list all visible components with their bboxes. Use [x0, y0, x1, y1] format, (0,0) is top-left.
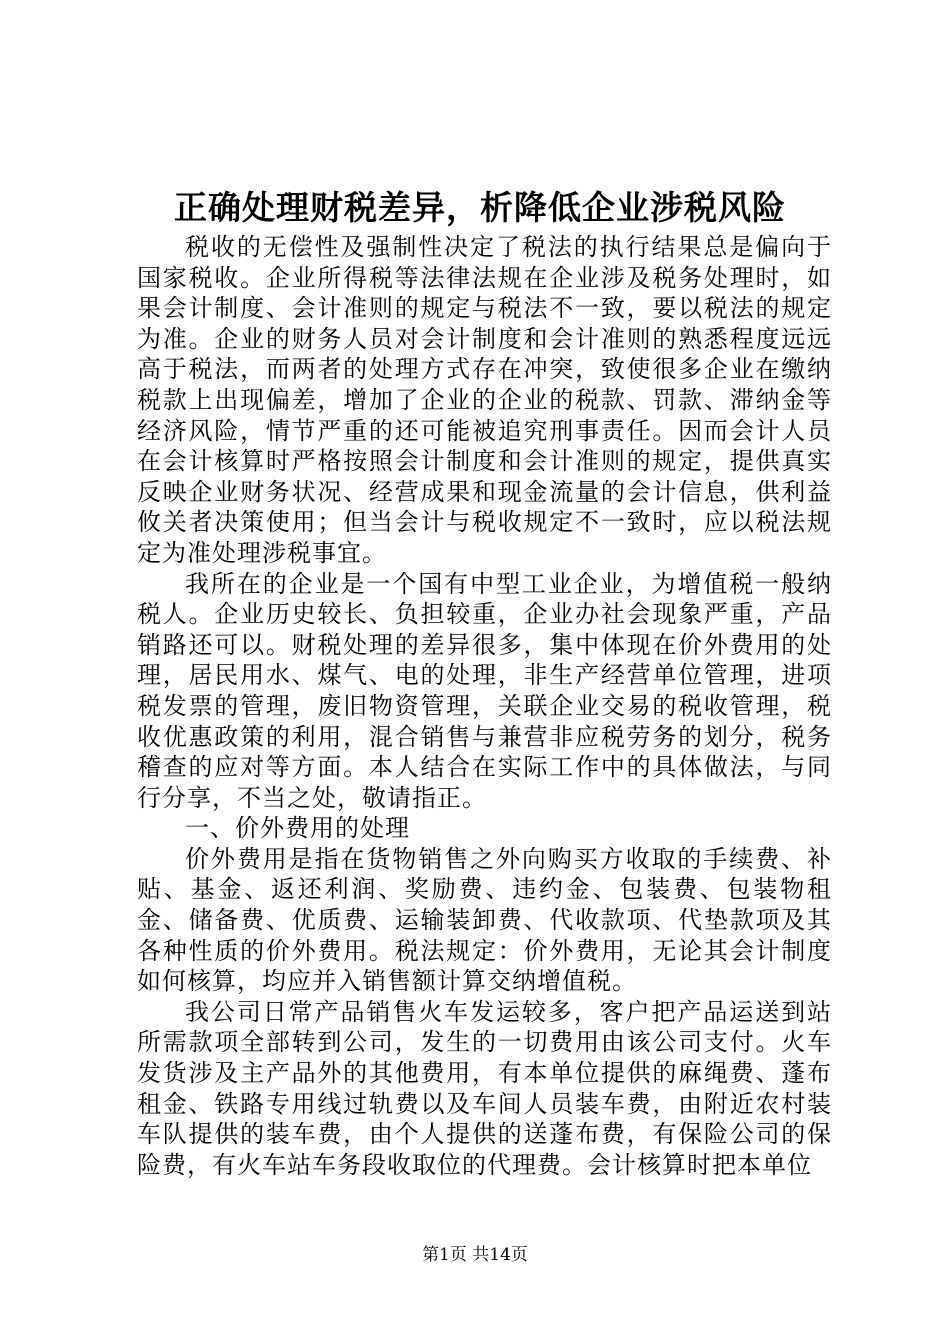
- paragraph-3: 价外费用是指在货物销售之外向购买方收取的手续费、补贴、基金、返还利润、奖励费、违约金、包装费、包装物租金、储备费、优质费、运输装卸费、代收款项、代垫款项及其各种性质的价外费用。税法规定：价外费用，无论其会计制度如何核算，均应并入销售额计算交纳增值税。: [137, 844, 832, 996]
- document-title: 正确处理财税差异，析降低企业涉税风险: [174, 188, 786, 227]
- paragraph-4: 我公司日常产品销售火车发运较多，客户把产品运送到站所需款项全部转到公司，发生的一切费用由该公司支付。火车发货涉及主产品外的其他费用，有本单位提供的麻绳费、蓬布租金、铁路专用线过轨费以及车间人员装车费，由附近农村装车队提供的装车费，由个人提供的送蓬布费，有保险公司的保险费，有火车站车务段收取位的代理费。会计核算时把本单位: [137, 997, 832, 1179]
- paragraph-2: 我所在的企业是一个国有中型工业企业，为增值税一般纳税人。企业历史较长、负担较重，企业办社会现象严重，产品销路还可以。财税处理的差异很多，集中体现在价外费用的处理，居民用水、煤气、电的处理，非生产经营单位管理，进项税发票的管理，废旧物资管理，关联企业交易的税收管理，税收优惠政策的利用，混合销售与兼营非应税劳务的划分，税务稽查的应对等方面。本人结合在实际工作中的具体做法，与同行分享，不当之处，敬请指正。: [137, 569, 832, 812]
- paragraph-1: 税收的无偿性及强制性决定了税法的执行结果总是偏向于国家税收。企业所得税等法律法规在企业涉及税务处理时，如果会计制度、会计准则的规定与税法不一致，要以税法的规定为准。企业的财务人员对会计制度和会计准则的熟悉程度远远高于税法，而两者的处理方式存在冲突，致使很多企业在缴纳税款上出现偏差，增加了企业的企业的税款、罚款、滞纳金等经济风险，情节严重的还可能被追究刑事责任。因而会计人员在会计核算时严格按照会计制度和会计准则的规定，提供真实反映企业财务状况、经营成果和现金流量的会计信息，供利益攸关者决策使用；但当会计与税收规定不一致时，应以税法规定为准处理涉税事宜。: [137, 233, 832, 567]
- document-body: [137, 232, 832, 1180]
- page-number-footer: 第1页 共14页: [422, 1245, 528, 1265]
- section-heading: 一、价外费用的处理: [185, 814, 410, 843]
